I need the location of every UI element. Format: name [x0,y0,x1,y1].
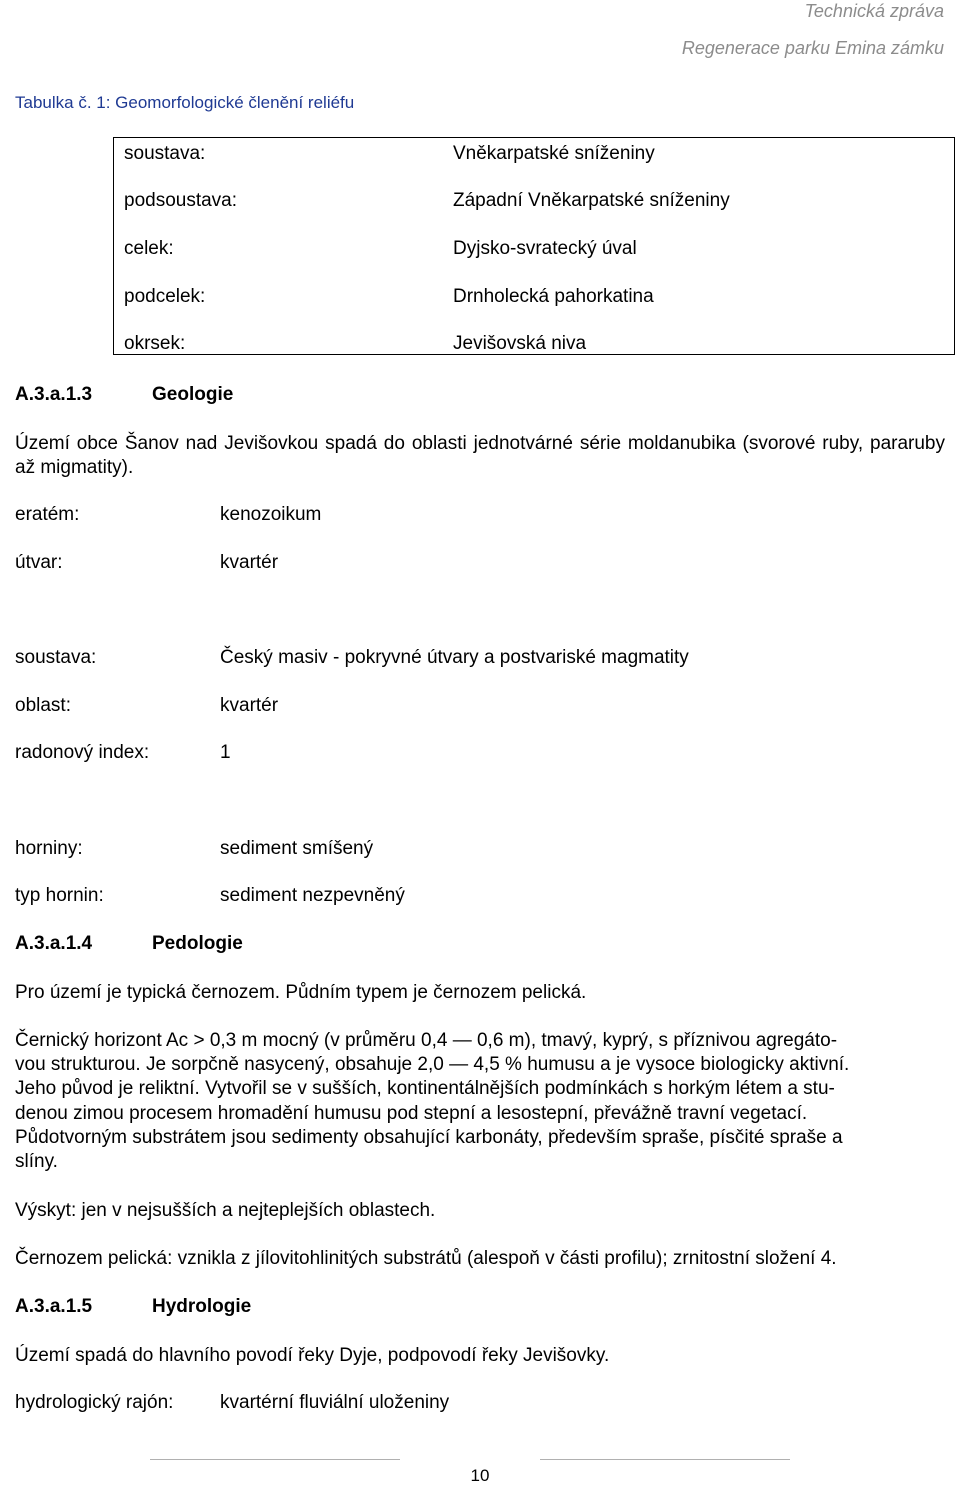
geomorph-value: Jevišovská niva [453,333,587,354]
section-number-hydrologie: A.3.a.1.5 [15,1296,93,1317]
geomorph-label: okrsek: [124,333,186,354]
pedologie-line: vou strukturou. Je sorpčně nasycený, obsahuje 2,0 — 4,5 % humusu a je vysoce biologicky aktivní. [15,1054,850,1075]
pedologie-paragraph-4: Černozem pelická: vznikla z jílovitohlinitých substrátů (alespoň v části profilu); zrnitostní složení 4. [15,1248,837,1269]
geology-label: soustava: [15,647,97,668]
geomorph-label: celek: [124,238,174,259]
pedologie-line: denou zimou procesem hromadění humusu pod stepní a lesostepní, převážně travní vegetací. [15,1103,808,1124]
pedologie-paragraph-3: Výskyt: jen v nejsušších a nejteplejších oblastech. [15,1200,436,1221]
header-doc-type: Technická zpráva [804,1,944,21]
hydrologie-paragraph: Území spadá do hlavního povodí řeky Dyje, podpovodí řeky Jevišovky. [15,1345,610,1366]
geomorphology-table [113,137,955,355]
geomorph-value: Vněkarpatské sníženiny [453,143,655,164]
radon-index-label: radonový index: [15,742,150,763]
footer-divider-right [540,1459,790,1460]
geology-value: kenozoikum [220,504,322,525]
geology-label: útvar: [15,552,63,573]
pedologie-paragraph-1: Pro území je typická černozem. Půdním typem je černozem pelická. [15,982,587,1003]
geology-value: sediment smíšený [220,838,374,859]
geomorph-value: Dyjsko-svratecký úval [453,238,637,259]
geomorph-label: podcelek: [124,286,206,307]
pedologie-line: Půdotvorným substrátem jsou sedimenty obsahující karbonáty, především spraše, písčité spraše a [15,1127,843,1148]
hydrology-rajon-label: hydrologický rajón: [15,1392,174,1413]
pedologie-line: Černický horizont Ac > 0,3 m mocný (v průměru 0,4 — 0,6 m), tmavý, kyprý, s příznivou agregáto- [15,1030,838,1051]
pedologie-line: slíny. [15,1151,58,1172]
geology-value: kvartér [220,552,279,573]
pedologie-line: Jeho původ je reliktní. Vytvořil se v sušších, kontinentálnějších podmínkách s horkým létem a stu- [15,1078,835,1099]
section-number-pedologie: A.3.a.1.4 [15,933,93,954]
geology-label: typ hornin: [15,885,104,906]
footer-divider-left [150,1459,400,1460]
page-number: 10 [470,1466,490,1485]
geologie-intro: Území obce Šanov nad Jevišovkou spadá do oblasti jednotvárné série moldanubika (svorové ruby, pararuby až migmatity). [15,433,945,478]
geology-label: horniny: [15,838,83,859]
geomorph-value: Drnholecká pahorkatina [453,286,654,307]
geomorph-label: podsoustava: [124,190,238,211]
section-title-hydrologie: Hydrologie [152,1296,252,1317]
table-caption: Tabulka č. 1: Geomorfologické členění reliéfu [15,93,355,112]
geology-value: Český masiv - pokryvné útvary a postvariské magmatity [220,647,689,668]
section-number-geologie: A.3.a.1.3 [15,384,93,405]
section-title-geologie: Geologie [152,384,234,405]
hydrology-rajon-value: kvartérní fluviální uloženiny [220,1392,450,1413]
geology-label: oblast: [15,695,71,716]
geology-label: eratém: [15,504,80,525]
header-project-name: Regenerace parku Emina zámku [681,38,944,58]
radon-index-value: 1 [220,742,231,763]
geology-value: sediment nezpevněný [220,885,405,906]
geology-value: kvartér [220,695,279,716]
geomorph-value: Západní Vněkarpatské sníženiny [453,190,730,211]
geomorph-label: soustava: [124,143,206,164]
section-title-pedologie: Pedologie [152,933,243,954]
